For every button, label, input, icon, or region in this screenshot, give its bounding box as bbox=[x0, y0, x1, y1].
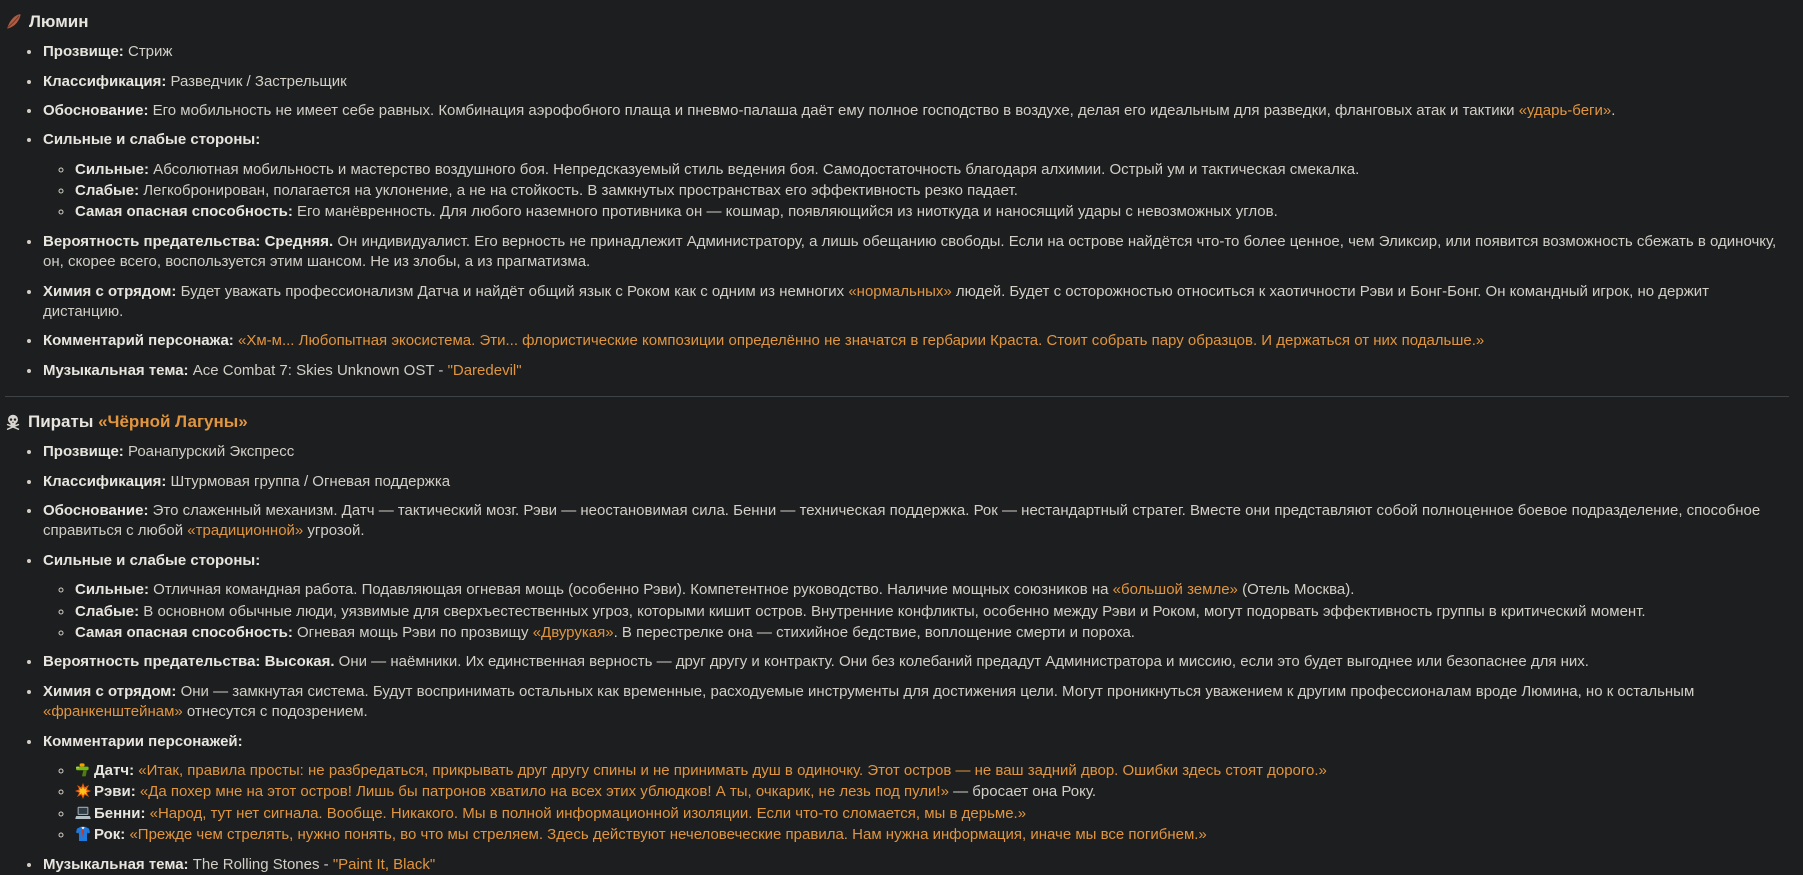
text-run: Отличная командная работа. Подавляющая огневая мощь (особенно Рэви). Компетентное руководство. Наличие мощных союзников на bbox=[149, 581, 1113, 599]
list-item bbox=[42, 101, 1789, 121]
text-run: — бросает она Року. bbox=[948, 783, 1097, 801]
text-run: В основном обычные люди, уязвимые для сверхъестественных угроз, которыми кишит остров. Внутренние конфликты, особенно между Рэви и Роком, могут подорвать эффективность группы в критический момент. bbox=[139, 602, 1646, 620]
text-run: отнесутся с подозрением. bbox=[182, 703, 368, 721]
collision-icon bbox=[75, 783, 91, 799]
bold-label: Комментарии персонажей: bbox=[43, 732, 243, 750]
accent-text: «большой земле» bbox=[1112, 581, 1238, 599]
bold-label: Сильные и слабые стороны: bbox=[43, 551, 261, 569]
bullet-list bbox=[43, 160, 1789, 223]
text-run: Это слаженный механизм. Датч — тактический мозг. Рэви — неостановимая сила. Бенни — техническая поддержка. Рок — нестандартный стратег. Вместе они представляют собой полноценное боевое подразделение, способное справиться с любой bbox=[43, 502, 1761, 540]
skull-crossbones-icon bbox=[5, 414, 21, 430]
list-item bbox=[42, 682, 1789, 723]
bold-label: Классификация: bbox=[43, 472, 167, 490]
accent-text: «нормальных» bbox=[848, 282, 952, 300]
bold-label: Люмин bbox=[29, 12, 89, 31]
text-run: The Rolling Stones - bbox=[188, 855, 333, 873]
bold-label: Обоснование: bbox=[43, 101, 149, 119]
bullet-list bbox=[5, 442, 1789, 875]
text-run: Его манёвренность. Для любого наземного противника он — кошмар, появляющийся из ниоткуда и наносящий удары с невозможных углов. bbox=[292, 203, 1278, 221]
bold-label: Рэви: bbox=[94, 783, 136, 801]
bold-label: Обоснование: bbox=[43, 502, 149, 520]
bold-label: Слабые: bbox=[75, 182, 140, 200]
list-item bbox=[74, 580, 1789, 600]
text-run: (Отель Москва). bbox=[1237, 581, 1355, 599]
accent-text: «Прежде чем стрелять, нужно понять, во что мы стреляем. Здесь действуют нечеловеческие правила. Нам нужна информация, иначе мы все погибнем.» bbox=[125, 826, 1207, 844]
text-run: Абсолютная мобильность и мастерство воздушного боя. Непредсказуемый стиль ведения боя. Самодостаточность благодаря алхимии. Острый ум и тактическая смекалка. bbox=[149, 160, 1360, 178]
list-item bbox=[42, 130, 1789, 223]
list-item bbox=[74, 825, 1789, 845]
text-run: Огневая мощь Рэви по прозвищу bbox=[292, 624, 533, 642]
list-item bbox=[74, 160, 1789, 180]
bullet-list bbox=[43, 580, 1789, 643]
section-divider bbox=[5, 396, 1789, 397]
section-title bbox=[29, 10, 89, 33]
section-header-lumine bbox=[5, 10, 1789, 33]
bold-label: Бенни: bbox=[94, 804, 146, 822]
list-item bbox=[42, 282, 1789, 323]
text-run: Роанапурский Экспресс bbox=[123, 443, 295, 461]
list-item bbox=[42, 652, 1789, 672]
list-item bbox=[74, 782, 1789, 802]
text-run: Ace Combat 7: Skies Unknown OST - bbox=[188, 361, 448, 379]
text-run: Они — замкнутая система. Будут воспринимать остальных как временные, расходуемые инструменты для достижения цели. Могут проникнуться уважением к другим профессионалам вроде Люмина, но к остальным bbox=[176, 682, 1695, 700]
text-run: . bbox=[1611, 101, 1616, 119]
character-dossier bbox=[5, 10, 1789, 875]
section-header-black-lagoon-pirates bbox=[5, 410, 1789, 433]
bold-label: Классификация: bbox=[43, 72, 167, 90]
accent-text: «франкенштейнам» bbox=[43, 703, 183, 721]
list-item bbox=[74, 804, 1789, 824]
song-link[interactable]: "Paint It, Black" bbox=[332, 855, 436, 873]
bold-label: Пираты bbox=[28, 412, 99, 432]
bullet-list bbox=[5, 42, 1789, 381]
laptop-icon bbox=[75, 805, 91, 821]
bold-label: Вероятность предательства: Высокая. bbox=[43, 653, 335, 671]
accent-text: «Да похер мне на этот остров! Лишь бы патронов хватило на всех этих ублюдков! А ты, очкарик, не лезь под пули!» bbox=[135, 783, 949, 801]
text-run: угрозой. bbox=[303, 522, 365, 540]
text-run: Они — наёмники. Их единственная верность — друг другу и контракту. Они без колебаний предадут Администратора и миссию, если это будет выгоднее или безопаснее для них. bbox=[334, 653, 1589, 671]
song-link[interactable]: "Daredevil" bbox=[447, 361, 522, 379]
list-item bbox=[42, 232, 1789, 273]
bold-label: Слабые: bbox=[75, 602, 140, 620]
necktie-icon bbox=[75, 826, 91, 842]
accent-text: «Народ, тут нет сигнала. Вообще. Никакого. Мы в полной информационной изоляции. Если что-то сломается, мы в дерьме.» bbox=[145, 804, 1027, 822]
text-run: людей. Будет с осторожностью относиться к хаотичности Рэви и Бонг-Бонг. Он командный игрок, но держит дистанцию. bbox=[43, 282, 1709, 321]
text-run: Стриж bbox=[123, 43, 173, 61]
accent-text: «Двурукая» bbox=[532, 624, 614, 642]
list-item bbox=[74, 623, 1789, 643]
bold-label: Самая опасная способность: bbox=[75, 203, 293, 221]
bold-label: Музыкальная тема: bbox=[43, 855, 189, 873]
list-item bbox=[74, 761, 1789, 781]
text-run: Он индивидуалист. Его верность не принадлежит Администратору, а лишь обещанию свободы. Если на острове найдётся что-то более ценное, чем Эликсир, или появится возможность сбежать в одиночку, он, скорее всего, воспользуется этим шансом. Не из злобы, а из прагматизма. bbox=[43, 232, 1777, 271]
accent-text: «традиционной» bbox=[187, 522, 304, 540]
bold-label: Рок: bbox=[94, 826, 126, 844]
section-title bbox=[28, 410, 248, 433]
bold-label: Сильные: bbox=[75, 581, 150, 599]
list-item bbox=[74, 181, 1789, 201]
list-item bbox=[42, 442, 1789, 462]
list-item bbox=[42, 551, 1789, 644]
text-run: Штурмовая группа / Огневая поддержка bbox=[166, 472, 451, 490]
pistol-icon bbox=[75, 762, 91, 778]
bullet-list bbox=[43, 761, 1789, 846]
list-item bbox=[42, 472, 1789, 492]
text-run: Легкобронирован, полагается на уклонение, а не на стойкость. В замкнутых пространствах его эффективность резко падает. bbox=[139, 182, 1018, 200]
bold-label: Вероятность предательства: Средняя. bbox=[43, 232, 334, 250]
list-item bbox=[42, 855, 1789, 875]
list-item bbox=[42, 72, 1789, 92]
list-item bbox=[74, 202, 1789, 222]
text-run: Будет уважать профессионализм Датча и найдёт общий язык с Роком как с одним из немногих bbox=[176, 282, 849, 300]
list-item bbox=[74, 602, 1789, 622]
accent-text: «ударь-беги» bbox=[1518, 101, 1612, 119]
feather-icon bbox=[5, 13, 22, 30]
bold-label: Сильные: bbox=[75, 160, 150, 178]
bold-label: Комментарий персонажа: bbox=[43, 332, 234, 350]
accent-bold-text: «Чёрной Лагуны» bbox=[98, 412, 248, 432]
text-run: Его мобильность не имеет себе равных. Комбинация аэрофобного плаща и пневмо-палаша даёт ему полное господство в воздухе, делая его идеальным для разведки, фланговых атак и тактики bbox=[148, 101, 1519, 119]
bold-label: Самая опасная способность: bbox=[75, 624, 293, 642]
list-item bbox=[42, 42, 1789, 62]
bold-label: Химия с отрядом: bbox=[43, 682, 177, 700]
bold-label: Датч: bbox=[94, 761, 135, 779]
text-run: . В перестрелке она — стихийное бедствие, воплощение смерти и пороха. bbox=[613, 624, 1135, 642]
accent-text: «Хм-м... Любопытная экосистема. Эти... флористические композиции определённо не значатся в гербарии Краста. Стоит собрать пару образцов. И держаться от них подальше.» bbox=[233, 332, 1485, 350]
bold-label: Химия с отрядом: bbox=[43, 282, 177, 300]
list-item bbox=[42, 732, 1789, 846]
list-item bbox=[42, 331, 1789, 351]
bold-label: Сильные и слабые стороны: bbox=[43, 131, 261, 149]
list-item bbox=[42, 361, 1789, 381]
bold-label: Прозвище: bbox=[43, 443, 124, 461]
text-run: Разведчик / Застрельщик bbox=[166, 72, 347, 90]
bold-label: Музыкальная тема: bbox=[43, 361, 189, 379]
list-item bbox=[42, 501, 1789, 542]
accent-text: «Итак, правила просты: не разбредаться, прикрывать друг другу спины и не принимать душ в одиночку. Этот остров — не ваш задний двор. Ошибки здесь стоят дорого.» bbox=[134, 761, 1327, 779]
bold-label: Прозвище: bbox=[43, 43, 124, 61]
